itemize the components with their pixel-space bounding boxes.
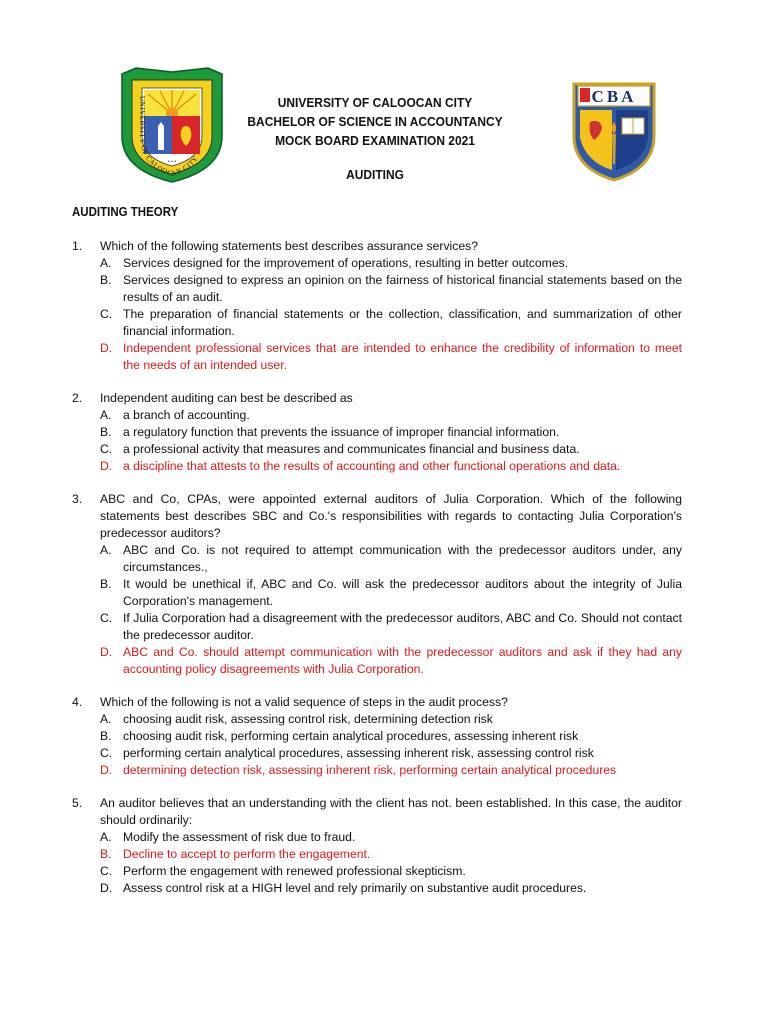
option-letter: D. (100, 881, 113, 895)
option-d (100, 880, 682, 897)
exam-title: MOCK BOARD EXAMINATION 2021 (275, 133, 475, 148)
option-letter: B. (100, 847, 112, 861)
question-4 (72, 694, 682, 779)
question-number: 5. (72, 796, 83, 810)
option-text: a regulatory function that prevents the issuance of improper financial information. (123, 425, 560, 439)
option-d-correct (100, 644, 682, 678)
option-letter: A. (100, 712, 112, 726)
question-stem: Which of the following is not a valid sequence of steps in the audit process? (100, 695, 508, 709)
question-stem: Which of the following statements best describes assurance services? (100, 239, 478, 253)
option-d-correct (100, 762, 682, 779)
question-1 (72, 238, 682, 374)
option-b (100, 424, 682, 441)
option-text: performing certain analytical procedures, assessing inherent risk, assessing control risk (123, 746, 594, 760)
option-c (100, 441, 682, 458)
option-letter: B. (100, 273, 112, 287)
option-text: choosing audit risk, assessing control risk, determining detection risk (123, 712, 493, 726)
option-letter: B. (100, 577, 112, 591)
svg-text:CBA: CBA (591, 87, 637, 106)
option-text: Modify the assessment of risk due to fraud. (123, 830, 356, 844)
section-title: AUDITING THEORY (72, 205, 179, 219)
question-stem: Independent auditing can best be described as (100, 391, 353, 405)
option-a (100, 255, 682, 272)
option-text: Services designed to express an opinion on the fairness of historical financial statements based on the results of an audit. (123, 273, 682, 304)
option-text: ABC and Co. should attempt communication with the predecessor auditors and ask if they had any accounting policy disagreements with Julia Corporation. (123, 645, 682, 676)
option-text: choosing audit risk, performing certain analytical procedures, assessing inherent risk (123, 729, 579, 743)
cba-logo (566, 78, 662, 182)
option-text: a discipline that attests to the results of accounting and other functional operations and data. (123, 459, 621, 473)
option-text: Services designed for the improvement of operations, resulting in better outcomes. (123, 256, 569, 270)
exam-header (242, 93, 509, 150)
option-letter: D. (100, 763, 113, 777)
option-a (100, 711, 682, 728)
option-letter: A. (100, 830, 112, 844)
option-text: If Julia Corporation had a disagreement with the predecessor auditors, ABC and Co. Should not contact the predecessor auditor. (123, 611, 682, 642)
option-letter: C. (100, 442, 113, 456)
question-number: 1. (72, 239, 83, 253)
question-stem: An auditor believes that an understanding with the client has not. been established. In this case, the auditor should ordinarily: (100, 796, 682, 827)
option-b (100, 728, 682, 745)
program-name: BACHELOR OF SCIENCE IN ACCOUNTANCY (247, 114, 503, 129)
question-number: 2. (72, 391, 83, 405)
option-text: a branch of accounting. (123, 408, 250, 422)
svg-text:UNIVERSITY OF CALOOCAN CITY: UNIVERSITY OF CALOOCAN CITY (138, 96, 200, 178)
option-text: determining detection risk, assessing inherent risk, performing certain analytical procedures (123, 763, 617, 777)
option-b (100, 576, 682, 610)
option-letter: C. (100, 611, 113, 625)
option-a (100, 407, 682, 424)
option-letter: D. (100, 459, 113, 473)
option-c (100, 745, 682, 762)
option-text: It would be unethical if, ABC and Co. will ask the predecessor auditors about the integrity of Julia Corporation's management. (123, 577, 682, 608)
question-2 (72, 390, 682, 475)
option-c (100, 610, 682, 644)
option-letter: A. (100, 408, 112, 422)
option-letter: D. (100, 341, 113, 355)
option-a (100, 829, 682, 846)
option-text: Decline to accept to perform the engagement. (123, 847, 371, 861)
option-text: Assess control risk at a HIGH level and rely primarily on substantive audit procedures. (123, 881, 587, 895)
option-text: a professional activity that measures and communicates financial and business data. (123, 442, 580, 456)
question-stem: ABC and Co, CPAs, were appointed external auditors of Julia Corporation. Which of the following statements best describes SBC and Co.'s responsibilities with regards to contacting Julia Corporation's predecessor auditors? (100, 492, 682, 540)
option-letter: C. (100, 746, 113, 760)
question-5 (72, 795, 682, 897)
option-text: ABC and Co. is not required to attempt communication with the predecessor auditors under, any circumstances., (123, 543, 682, 574)
option-b (100, 272, 682, 306)
svg-text:• • •: • • • (167, 159, 177, 165)
option-letter: C. (100, 864, 113, 878)
question-number: 3. (72, 492, 83, 506)
option-d-correct (100, 340, 682, 374)
question-3 (72, 491, 682, 678)
option-letter: A. (100, 543, 112, 557)
university-seal-logo (118, 66, 226, 184)
option-a (100, 542, 682, 576)
option-c (100, 863, 682, 880)
option-letter: C. (100, 307, 113, 321)
option-d-correct (100, 458, 682, 475)
university-name: UNIVERSITY OF CALOOCAN CITY (277, 95, 473, 110)
option-letter: A. (100, 256, 112, 270)
subject-title: AUDITING (346, 167, 404, 182)
option-text: Independent professional services that are intended to enhance the credibility of information to meet the needs of an intended user. (123, 341, 682, 372)
question-list (72, 238, 682, 913)
question-number: 4. (72, 695, 83, 709)
option-b-correct (100, 846, 682, 863)
option-text: Perform the engagement with renewed professional skepticism. (123, 864, 466, 878)
option-c (100, 306, 682, 340)
option-letter: B. (100, 729, 112, 743)
option-letter: D. (100, 645, 113, 659)
option-text: The preparation of financial statements or the collection, classification, and summarization of other financial information. (123, 307, 682, 338)
option-letter: B. (100, 425, 112, 439)
